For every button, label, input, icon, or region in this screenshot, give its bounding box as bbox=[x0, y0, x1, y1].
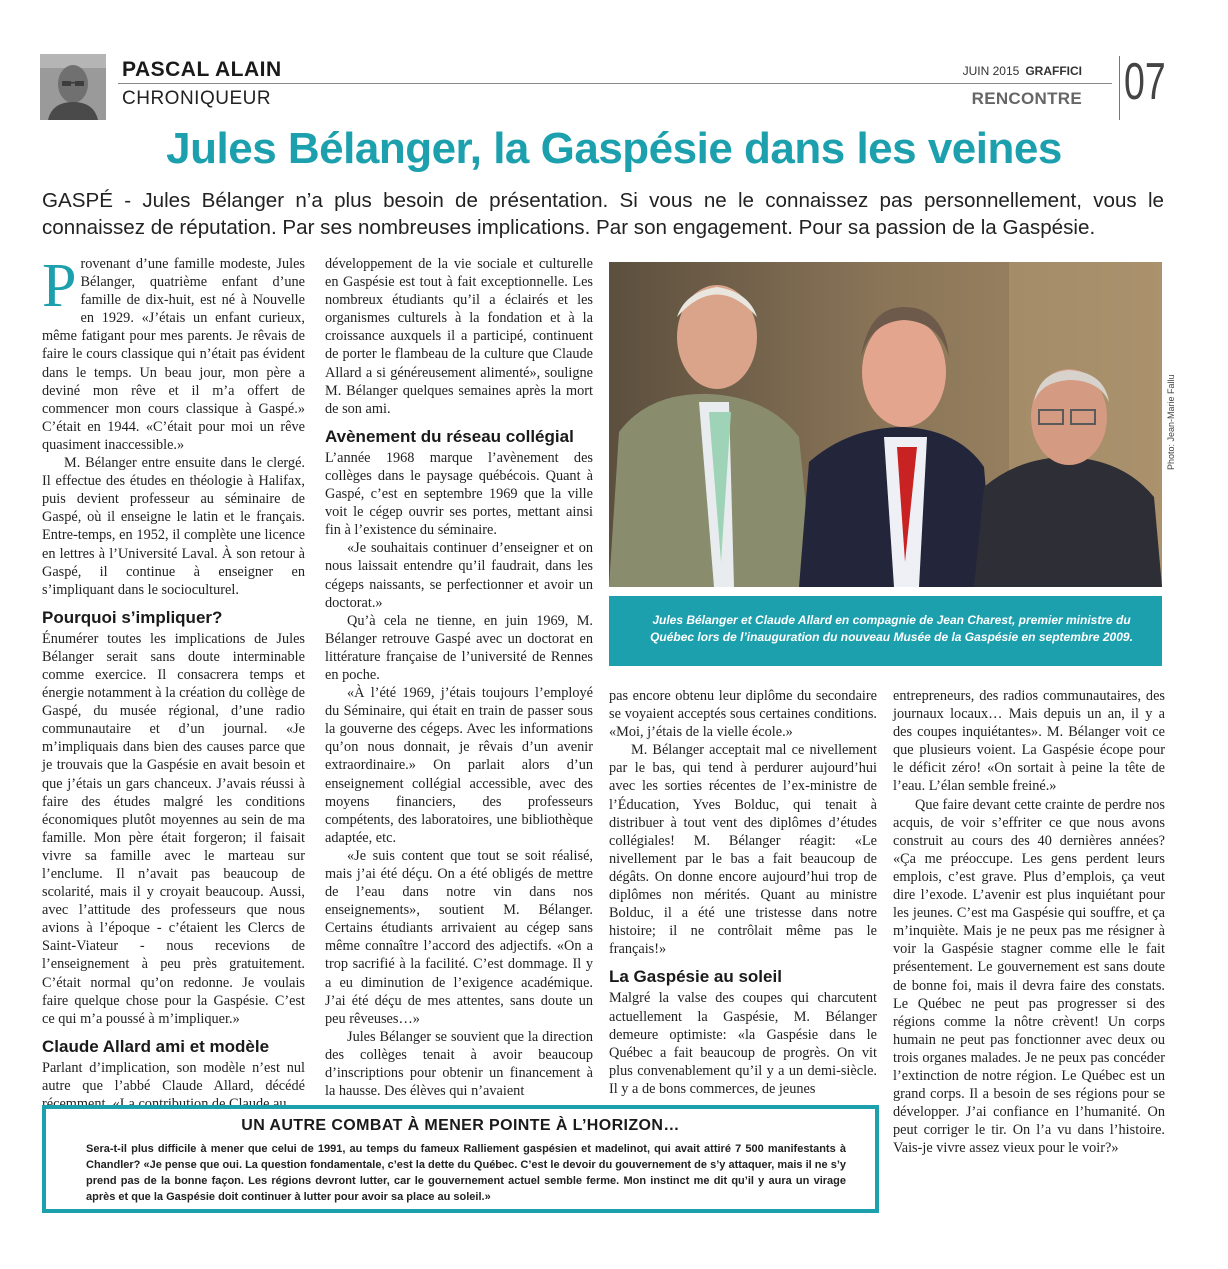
author-name: PASCAL ALAIN bbox=[122, 58, 282, 81]
subheading: Claude Allard ami et modèle bbox=[42, 1036, 270, 1056]
article-column-1 bbox=[42, 252, 305, 1113]
header-rule bbox=[118, 83, 1112, 84]
photo-caption: Jules Bélanger et Claude Allard en compagnie de Jean Charest, premier ministre du Québec lors de l’inauguration du nouveau Musée de la Gaspésie en septembre 2009. bbox=[609, 596, 1162, 666]
paragraph: «Je souhaitais continuer d’enseigner et on nous laissait entendre qu’il faudrait, dans les cégeps naissants, se perfectionner et avoir un doctorat.» bbox=[325, 540, 593, 611]
subheading: La Gaspésie au soleil bbox=[609, 967, 782, 987]
page-number-divider bbox=[1119, 56, 1120, 120]
paragraph: pas encore obtenu leur diplôme du secondaire se voyaient acceptés sous certaines conditions. «Moi, j’étais de la vielle école.» bbox=[609, 688, 877, 741]
article-column-4 bbox=[893, 687, 1165, 1157]
paragraph: M. Bélanger acceptait mal ce nivellement par le bas, qui tend à perdurer aujourd’hui avec les sorties récentes de l’ex-ministre de l’Éducation, Yves Bolduc, qui tenait à distribuer à tout vent des diplômes d’études collégiales! M. Bélanger réagit: «Le nivellement par le bas a fait beaucoup de dégâts. On donne encore aujourd’hui trop de diplômes non mérités. Quant au ministre Bolduc, il a été une tristesse dans notre histoire; il ne contrôlait même pas le français!» bbox=[609, 742, 877, 958]
issue-line bbox=[963, 64, 1082, 78]
photo-credit: Photo: Jean-Marie Fallu bbox=[1166, 374, 1176, 470]
publication-name: GRAFFICI bbox=[1025, 64, 1082, 78]
article-lead: GASPÉ - Jules Bélanger n’a plus besoin de présentation. Si vous ne le connaissez pas personnellement, vous le connaissez de réputation. Par ses nombreuses implications. Par son engagement. Pour sa passion de la Gaspésie. bbox=[42, 189, 1164, 239]
sidebar-box-text: Sera-t-il plus difficile à mener que celui de 1991, au temps du fameux Ralliement gaspésien et madelinot, qui avait attiré 7 500 manifestants à Chandler? «Je pense que oui. La question fondamentale, c’est la dette du Québec. C’est le devoir du gouvernement de s’y attaquer, mais il ne s’y prend pas de la bonne façon. Les régions devront lutter, car le gouvernement actuel semble ferme. Mon instinct me dit qu’il y aura un virage après et que la Gaspésie doit continuer à lutter pour avoir sa place au soleil.» bbox=[86, 1143, 846, 1203]
article-title: Jules Bélanger, la Gaspésie dans les veines bbox=[166, 124, 1062, 173]
page-number: 07 bbox=[1124, 53, 1166, 111]
author-role: CHRONIQUEUR bbox=[122, 88, 272, 109]
subheading: Avènement du réseau collégial bbox=[325, 426, 574, 446]
article-column-2 bbox=[325, 255, 593, 1100]
subheading: Pourquoi s’impliquer? bbox=[42, 607, 223, 627]
paragraph: Que faire devant cette crainte de perdre nos acquis, de voir s’effriter ce que nous avons construit au cours des 40 dernières années? «Ça me préoccupe. Les gens perdent leurs emplois, c’est grave. Plus d’emplois, ça veut dire l’exode. L’avenir est plus inquiétant pour les jeunes. C’est ma Gaspésie qui souffre, et ça m’inquiète. Mais je ne peux pas me résigner à voir la Gaspésie stagner comme elle le fait présentement. Le gouvernement est sans doute de bonne foi, mais il devra faire des constats. Le Québec ne peut pas progresser si des régions comme la nôtre crèvent! Un corps humain ne peut pas fonctionner avec deux ou trois organes malades. Je ne peux pas concéder l’extinction de notre région. Le Québec est un grand corps. Il a besoin de ses régions pour se développer. J’ai confiance en l’humanité. On peut corriger le tir. On l’a vu dans l’histoire. Vais-je vivre assez vieux pour le voir?» bbox=[893, 796, 1165, 1157]
paragraph: Provenant d’une famille modeste, Jules Bélanger, quatrième enfant d’une famille de dix-huit, est né à Nouvelle en 1929. «J’étais un enfant curieux, même fatigant pour mes parents. Je rêvais de faire le cours classique qui n’était pas évident dans le temps. Un beau jour, mon père a deviné mon rêve et il m’a offert de commencer mon cours classique à Gaspé.» C’était en 1944. «C’était pour moi un rêve quasiment inaccessible.» bbox=[42, 252, 305, 453]
section-label: RENCONTRE bbox=[971, 89, 1082, 108]
author-avatar bbox=[40, 54, 106, 120]
paragraph: Malgré la valse des coupes qui charcutent actuellement la Gaspésie, M. Bélanger demeure optimiste: «la Gaspésie dans le Québec a fait beaucoup de progrès. On vit plus convenablement qu’il y a un demi-siècle. Il y a de bons commerces, de jeunes bbox=[609, 990, 877, 1097]
article-photo bbox=[609, 262, 1162, 587]
paragraph: Qu’à cela ne tienne, en juin 1969, M. Bélanger retrouve Gaspé avec un doctorat en littérature française de l’université de Rennes en poche. bbox=[325, 612, 593, 683]
sidebar-box bbox=[42, 1105, 879, 1213]
paragraph: M. Bélanger entre ensuite dans le clergé. Il effectue des études en théologie à Halifax, puis devient professeur au séminaire de Gaspé, où il enseigne le latin et le français. Entre-temps, en 1952, il complète une licence en lettres à l’Université Laval. À son retour à Gaspé, il continue à enseigner en s’impliquant dans le socioculturel. bbox=[42, 455, 305, 598]
article-column-3 bbox=[609, 687, 877, 1098]
paragraph: Jules Bélanger se souvient que la direction des collèges tenait à avoir beaucoup d’inscriptions pour obtenir un financement à la hausse. Des élèves qui n’avaient bbox=[325, 1028, 593, 1100]
sidebar-box-title: UN AUTRE COMBAT À MENER POINTE À L’HORIZON… bbox=[241, 1117, 680, 1134]
paragraph: «À l’été 1969, j’étais toujours l’employé du Séminaire, qui était en train de passer sous la gouverne des cégeps. Avec les informations qu’on nous donnait, je rêvais d’un avenir extraordinaire.» On parlait alors d’un enseignement collégial accessible, avec des moyens financiers, des professeurs compétents, des laboratoires, une bibliothèque adaptée, etc. bbox=[325, 685, 593, 846]
paragraph: développement de la vie sociale et culturelle en Gaspésie est tout à fait exceptionnelle. Les nombreux étudiants qu’il a éclairés et les organismes culturels à la fondation et à la croissance auxquels il a participé, continuent de porter le flambeau de la culture que Claude Allard a si généreusement alimenté», souligne M. Bélanger quelques semaines après la mort de son ami. bbox=[325, 256, 593, 417]
paragraph: «Je suis content que tout se soit réalisé, mais j’ai été déçu. On a été obligés de mettre de l’eau dans notre vin dans nos enseignements», soutient M. Bélanger. Certains étudiants arrivaient au cégep sans même connaître l’accord des adjectifs. «On a trop sacrifié à la facilité. C’est dommage. Il y a eu diminution de l’exigence académique. J’ai été déçu de mes attentes, sans doute un peu rêveuses…» bbox=[325, 847, 593, 1027]
paragraph: entrepreneurs, des radios communautaires, des journaux locaux… Mais depuis un an, il y a des coupes inquiétantes». M. Bélanger voit ce que plusieurs voient. La Gaspésie écope pour le déficit zéro! «On sortait à peine la tête de l’eau. L’élan semble freiné.» bbox=[893, 688, 1165, 795]
paragraph: Parlant d’implication, son modèle n’est nul autre que l’abbé Claude Allard, décédé bbox=[42, 1059, 305, 1094]
paragraph: Énumérer toutes les implications de Jules Bélanger serait sans doute interminable comme exercice. Il consacrera temps et énergie notamment à la création du collège de Gaspé, du musée régional, d’une radio communautaire et d’un journal. «Je m’impliquais dans bien des causes parce que je trouvais que la Gaspésie en avait besoin et que j’étais un gars chanceux. J’avais réussi à faire des études malgré les conditions économiques plutôt moyennes au sein de ma famille. Mon père était forgeron; il faisait vivre sa famille avec le marteau sur l’enclume. Il n’avait pas beaucoup de scolarité, mais il y croyait beaucoup. Aussi, avec l’attitude des professeurs que nous avions à l’époque - c’étaient les Clercs de Saint-Viateur - nous recevions de l’enseignement à peu près gratuitement. C’était normal qu’on redonne. Je voulais faire quelque chose pour la Gaspésie. C’est ce qui m’a poussé à m’impliquer.» bbox=[42, 630, 305, 1027]
issue-date: JUIN 2015 bbox=[962, 64, 1020, 78]
drop-cap: P bbox=[42, 252, 77, 320]
paragraph: L’année 1968 marque l’avènement des collèges dans le paysage québécois. Quant à Gaspé, c’est en septembre 1969 que la ville voit le cégep ouvrir ses portes, mettant ainsi fin à l’existence du séminaire. bbox=[325, 449, 593, 539]
